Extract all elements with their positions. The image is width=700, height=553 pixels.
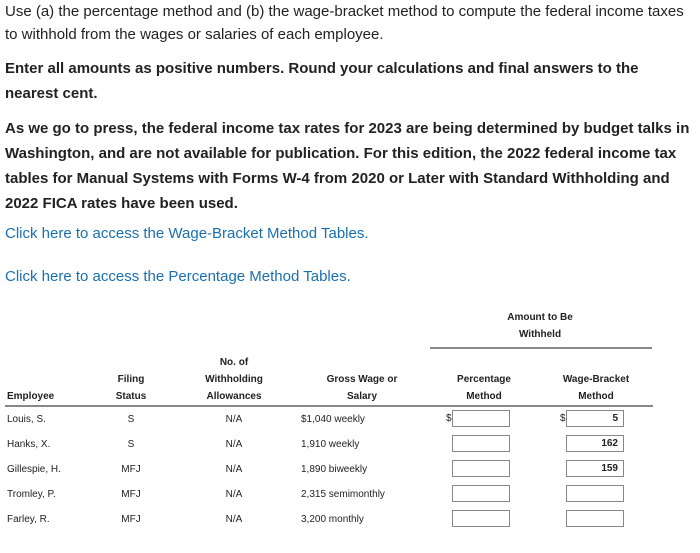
wage-cell: 1,890 biweekly (301, 464, 368, 475)
status-cell: MFJ (121, 514, 141, 525)
percentage-input[interactable] (452, 510, 510, 527)
percentage-tables-link[interactable]: Click here to access the Percentage Method Tables. (5, 268, 351, 285)
currency-symbol: $ (446, 413, 452, 424)
wage-bracket-input[interactable] (566, 485, 624, 502)
wage-bracket-input[interactable]: 162 (566, 435, 624, 452)
allowances-cell: N/A (225, 514, 243, 525)
wage-bracket-input[interactable]: 159 (566, 460, 624, 477)
gross-wage-header: Gross Wage or Salary (326, 374, 398, 402)
percentage-input[interactable] (452, 460, 510, 477)
wage-bracket-input[interactable] (566, 510, 624, 527)
employee-cell: Hanks, X. (7, 439, 51, 450)
instructions-intro: Use (a) the percentage method and (b) the wage-bracket method to compute the federal income taxes to withhold from the wages or salaries of each employee. (5, 3, 684, 43)
allowances-header: No. of Withholding Allowances (205, 357, 263, 402)
wage-cell: $1,040 weekly (301, 414, 365, 425)
employee-cell: Louis, S. (7, 414, 46, 425)
status-cell: MFJ (121, 464, 141, 475)
group-header-rule (430, 347, 652, 349)
press-note: As we go to press, the federal income tax rates for 2023 are being determined by budget talks in Washington, and are not available for publication. For this edition, the 2022 federal income tax tables for Manual Systems with Forms W-4 from 2020 or Later with Standard Withholding and 2022 FICA rates have been used. (5, 120, 690, 212)
wage-cell: 2,315 semimonthly (301, 489, 385, 500)
employee-cell: Farley, R. (7, 514, 50, 525)
percentage-input[interactable] (452, 485, 510, 502)
wage-bracket-method-header: Wage-Bracket Method (562, 374, 630, 402)
employee-cell: Gillespie, H. (7, 464, 61, 475)
percentage-method-header: Percentage Method (457, 374, 511, 402)
wage-bracket-input[interactable]: 5 (566, 410, 624, 427)
percentage-input[interactable] (452, 410, 510, 427)
amount-withheld-header: Amount to Be Withheld (507, 312, 573, 340)
status-cell: MFJ (121, 489, 141, 500)
employee-header: Employee (7, 391, 55, 402)
allowances-cell: N/A (225, 464, 243, 475)
employee-cell: Tromley, P. (7, 489, 56, 500)
currency-symbol: $ (560, 413, 566, 424)
allowances-cell: N/A (225, 439, 243, 450)
filing-status-header: Filing Status (115, 374, 147, 402)
rounding-note: Enter all amounts as positive numbers. Round your calculations and final answers to the nearest cent. (5, 60, 639, 102)
allowances-cell: N/A (225, 414, 243, 425)
header-rule (5, 405, 653, 407)
status-cell: S (127, 414, 135, 425)
percentage-input[interactable] (452, 435, 510, 452)
wage-cell: 3,200 monthly (301, 514, 364, 525)
status-cell: S (127, 439, 135, 450)
wage-bracket-tables-link[interactable]: Click here to access the Wage-Bracket Method Tables. (5, 225, 369, 242)
wage-cell: 1,910 weekly (301, 439, 360, 450)
allowances-cell: N/A (225, 489, 243, 500)
